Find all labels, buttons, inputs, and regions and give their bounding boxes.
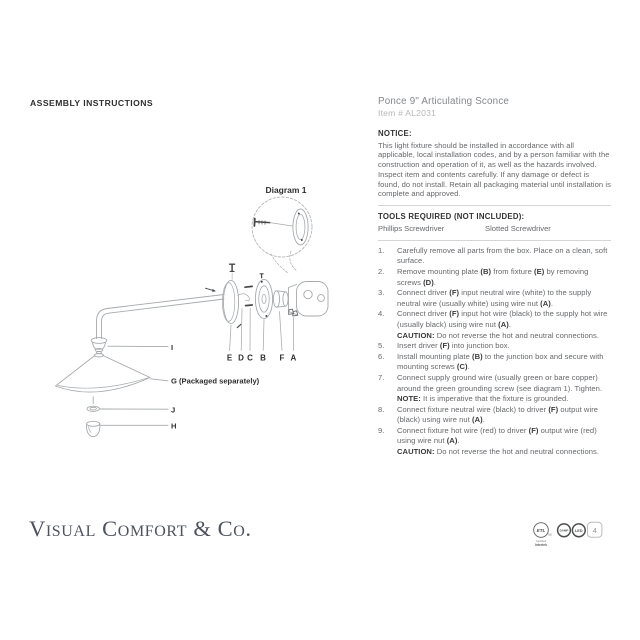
driver-shape xyxy=(273,291,288,307)
etl-mark-icon xyxy=(534,523,552,547)
led-icon xyxy=(572,524,585,537)
step-item: 5. Insert driver (F) into junction box. xyxy=(378,341,510,351)
screw-arrow-icon xyxy=(206,288,217,292)
svg-text:ETL: ETL xyxy=(536,527,546,533)
step-item: 3. Connect driver (F) input neutral wire (white) to the supply neutral wire (usually white) using wire nut (A). xyxy=(378,288,592,308)
shade-group xyxy=(56,346,169,437)
junction-box-shape xyxy=(289,282,329,317)
part-label-f: F xyxy=(279,353,285,363)
fixture-assembly xyxy=(91,264,328,354)
diagram-detail-balloon xyxy=(252,197,312,273)
page-title: ASSEMBLY INSTRUCTIONS xyxy=(30,98,154,108)
product-item-number: Item # AL2031 xyxy=(378,108,437,118)
step-item: 9. Connect fixture hot wire (red) to driver (F) output wire (red) using wire nut (A). CAUTION: Do not reverse the hot and neutral connections. xyxy=(378,425,600,457)
ring-shape xyxy=(87,406,99,411)
svg-text:Intertek: Intertek xyxy=(535,542,547,547)
svg-text:DAMP: DAMP xyxy=(559,528,569,533)
divider xyxy=(378,240,611,241)
grounding-screw-detail xyxy=(254,219,292,227)
part-label-e: E xyxy=(226,353,233,363)
canopy-shape xyxy=(223,280,238,323)
pivot-screw-icon xyxy=(230,264,235,279)
step-item: 8. Connect fixture neutral wire (black) to driver (F) output wire (black) using wire nut (A). xyxy=(378,404,599,425)
mounting-plate-shape xyxy=(255,274,272,319)
step-item: 1. Carefully remove all parts from the box. Place on a clean, soft surface. xyxy=(378,245,608,266)
svg-text:us: us xyxy=(548,532,552,537)
mounting-plate-detail xyxy=(293,209,308,245)
notice-label: NOTICE: xyxy=(378,129,412,138)
tool-item: Phillips Screwdriver xyxy=(378,223,445,233)
notice-text: This light fixture should be installed in accordance with all applicable, local installation codes, and by a person familiar with the construction and operation of it, as well as the hazards involved. Inspect item and contents carefully. If any damage or defect is found, do not install. Retain all packaging material until installation is complete and approved. xyxy=(378,140,611,199)
assembly-steps-list xyxy=(378,246,611,458)
brand-logo: Visual Comfort & Co. xyxy=(29,516,252,541)
part-label-i: I xyxy=(171,342,174,352)
shade-shape xyxy=(56,356,95,387)
part-label-g: G (Packaged separately) xyxy=(171,376,260,386)
socket-cup-shape xyxy=(87,421,100,436)
exploded-view-diagram xyxy=(50,180,370,470)
tools-required-label: TOOLS REQUIRED (NOT INCLUDED): xyxy=(378,211,525,221)
part-label-b: B xyxy=(260,353,266,363)
part-label-c: C xyxy=(247,353,253,363)
part-label-h: H xyxy=(171,421,177,431)
wire-nuts-shape xyxy=(289,309,298,316)
product-name: Ponce 9" Articulating Sconce xyxy=(378,96,510,107)
step-item: 7. Connect supply ground wire (usually green or bare copper) around the green grounding screw (see diagram 1). Tighten. NOTE: It is imperative that the fixture is grounded. xyxy=(378,372,603,404)
svg-text:Certified: Certified xyxy=(535,539,547,543)
part-label-a: A xyxy=(290,353,297,363)
svg-text:LED: LED xyxy=(574,528,583,533)
svg-text:4: 4 xyxy=(592,527,597,535)
damp-rated-icon xyxy=(558,524,571,537)
certification-badges xyxy=(529,516,621,548)
tools-list xyxy=(378,224,611,234)
instructions-column xyxy=(378,96,611,458)
diagram-title: Diagram 1 xyxy=(265,185,307,195)
page-number-badge xyxy=(588,522,602,537)
step-item: 4. Connect driver (F) input hot wire (black) to the supply hot wire (usually black) using wire nut (A). CAUTION: Do not reverse the hot and neutral connections. xyxy=(378,309,608,340)
part-label-j: J xyxy=(171,405,176,415)
finial-shape xyxy=(91,338,107,354)
step-item: 6. Install mounting plate (B) to the junction box and secure with mounting screws (C). xyxy=(378,351,604,372)
tool-item: Slotted Screwdriver xyxy=(485,223,551,233)
step-item: 2. Remove mounting plate (B) from fixture (E) by removing screws (D). xyxy=(378,266,589,287)
divider xyxy=(378,205,611,206)
part-label-d: D xyxy=(238,353,244,363)
